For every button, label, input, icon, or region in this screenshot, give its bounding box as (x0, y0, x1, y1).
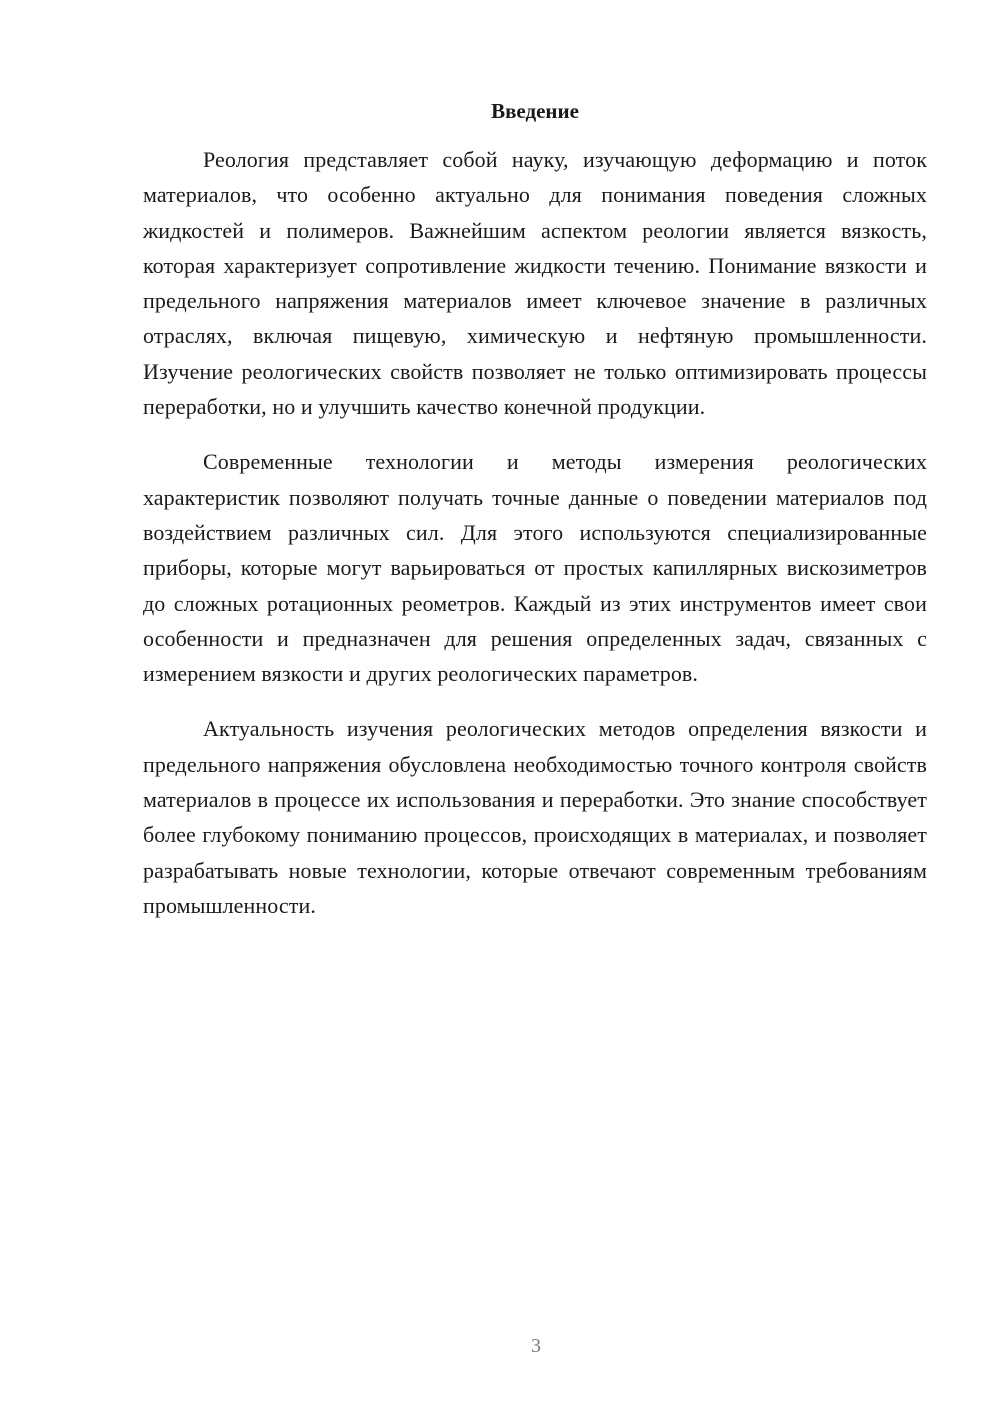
section-heading: Введение (491, 99, 579, 123)
paragraph-2: Современные технологии и методы измерения реологических характеристик позволяют получать точные данные о поведении материалов под воздействием различных сил. Для этого используются специализированные приборы, которые могут варьироваться от простых капиллярных вискозиметров до сложных ротационных реометров. Каждый из этих инструментов имеет свои особенности и предназначен для решения определенных задач, связанных с измерением вязкости и других реологических параметров. (143, 449, 927, 687)
body-text (143, 142, 927, 943)
paragraph-3: Актуальность изучения реологических методов определения вязкости и предельного напряжения обусловлена необходимостью точного контроля свойств материалов в процессе их использования и переработки. Это знание способствует более глубокому пониманию процессов, происходящих в материалах, и позволяет разрабатывать новые технологии, которые отвечают современным требованиям промышленности. (143, 716, 927, 918)
paragraph-1: Реология представляет собой науку, изучающую деформацию и поток материалов, что особенно актуально для понимания поведения сложных жидкостей и полимеров. Важнейшим аспектом реологии является вязкость, которая характеризует сопротивление жидкости течению. Понимание вязкости и предельного напряжения материалов имеет ключевое значение в различных отраслях, включая пищевую, химическую и нефтяную промышленности. Изучение реологических свойств позволяет не только оптимизировать процессы переработки, но и улучшить качество конечной продукции. (143, 147, 927, 420)
page-number: 3 (531, 1335, 541, 1357)
